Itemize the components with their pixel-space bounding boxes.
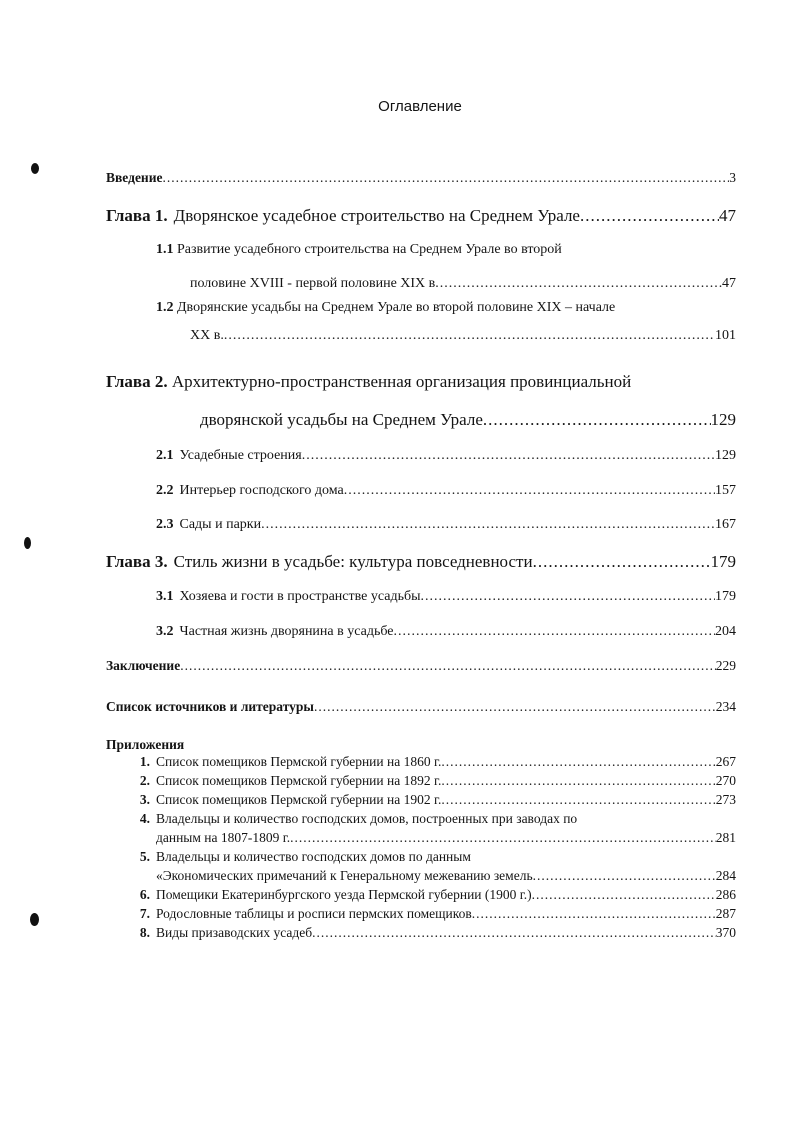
section-number: 3.1 (156, 589, 174, 604)
leader-dots (162, 170, 729, 186)
page-number: 284 (715, 868, 736, 883)
page-number: 286 (715, 887, 736, 902)
leader-dots (180, 658, 716, 674)
toc-entry-3-2[interactable] (156, 624, 736, 640)
entry-label: Заключение (106, 658, 181, 673)
toc-entry-2-2[interactable] (156, 483, 736, 499)
entry-label: Список источников и литературы (106, 699, 314, 714)
page-number: 287 (715, 906, 736, 921)
page-number: 101 (715, 328, 736, 343)
page-number: 47 (719, 206, 736, 225)
section-number: 1.1 (156, 242, 174, 257)
page-number: 157 (715, 483, 736, 498)
leader-dots (533, 868, 716, 884)
entry-label: XX в. (190, 328, 224, 343)
page-number: 270 (715, 773, 736, 788)
page-number: 229 (715, 658, 736, 673)
entry-label: Развитие усадебного строительства на Среднем Урале во второй (177, 242, 562, 257)
page-number: 129 (715, 448, 736, 463)
scan-blot-mark (24, 537, 31, 549)
page-number: 179 (715, 589, 736, 604)
page-title: Оглавление (378, 98, 462, 115)
page-number: 179 (710, 552, 736, 571)
leader-dots (261, 517, 715, 533)
page-number: 273 (715, 792, 736, 807)
toc-entry-1-2-line1[interactable] (156, 300, 615, 316)
scan-blot-mark (31, 163, 39, 174)
leader-dots (344, 483, 715, 499)
appendix-item-5-line1[interactable] (106, 849, 736, 865)
item-number: 5. (139, 849, 150, 864)
entry-label: Дворянские усадьбы на Среднем Урале во второй половине XIX – начале (177, 300, 616, 315)
item-number: 4. (139, 811, 150, 826)
leader-dots (441, 792, 715, 808)
appendix-item-7[interactable] (106, 906, 736, 922)
item-number: 8. (139, 925, 150, 940)
leader-dots (533, 552, 711, 572)
entry-label: Архитектурно-пространственная организация провинциальной (171, 372, 632, 391)
entry-label: Сады и парки (179, 517, 262, 532)
item-text: Родословные таблицы и росписи пермских помещиков (156, 906, 472, 921)
item-text: Помещики Екатеринбургского уезда Пермской губернии (1900 г.) (156, 887, 532, 902)
item-number: 3. (139, 792, 150, 807)
leader-dots (580, 206, 719, 226)
entry-label: половине XVIII - первой половине XIX в (190, 276, 436, 291)
page-number: 204 (715, 624, 736, 639)
appendix-item-8[interactable] (106, 925, 736, 941)
page-number: 370 (715, 925, 736, 940)
leader-dots (312, 925, 716, 941)
toc-entry-chapter-2[interactable] (200, 410, 736, 430)
chapter-number: Глава 1. (106, 206, 168, 225)
entry-label: Введение (106, 170, 163, 185)
item-number: 6. (139, 887, 150, 902)
leader-dots (314, 699, 716, 715)
item-number: 2. (139, 773, 150, 788)
scan-blot-mark (30, 913, 39, 926)
item-text: Владельцы и количество господских домов, построенных при заводах по (156, 811, 578, 826)
toc-entry-1-2[interactable] (190, 328, 736, 344)
item-number: 1. (139, 754, 150, 769)
item-text: Виды призаводских усадеб (156, 925, 313, 940)
page-number: 267 (715, 754, 736, 769)
leader-dots (435, 276, 722, 292)
chapter-number: Глава 3. (106, 552, 168, 571)
item-text: Владельцы и количество господских домов по данным (156, 849, 471, 864)
entry-label: Дворянское усадебное строительство на Среднем Урале (173, 206, 580, 225)
leader-dots (420, 589, 715, 605)
appendix-item-6[interactable] (106, 887, 736, 903)
item-text: «Экономических примечаний к Генеральному межеванию земель (156, 868, 533, 883)
section-number: 2.1 (156, 448, 174, 463)
leader-dots (302, 448, 715, 464)
entry-label: Частная жизнь дворянина в усадьбе (179, 624, 394, 639)
item-text: данным на 1807-1809 г. (156, 830, 291, 845)
section-number: 2.2 (156, 483, 174, 498)
leader-dots (483, 410, 711, 430)
appendix-item-5[interactable] (106, 868, 736, 884)
leader-dots (441, 773, 715, 789)
appendix-heading: Приложения (106, 737, 185, 752)
appendix-item-1[interactable] (106, 754, 736, 770)
page-number: 129 (710, 410, 736, 429)
toc-entry-conclusion[interactable] (106, 658, 736, 674)
page-number: 281 (715, 830, 736, 845)
entry-label: Стиль жизни в усадьбе: культура повседневности (173, 552, 533, 571)
page-number: 234 (715, 699, 736, 714)
toc-entry-sources[interactable] (106, 699, 736, 715)
page-number: 167 (715, 517, 736, 532)
toc-entry-intro[interactable] (106, 170, 736, 186)
toc-entry-chapter-3[interactable] (106, 552, 736, 572)
section-number: 2.3 (156, 517, 174, 532)
section-number: 1.2 (156, 300, 174, 315)
appendix-item-2[interactable] (106, 773, 736, 789)
toc-entry-chapter-2-line1[interactable] (106, 372, 631, 392)
toc-entry-chapter-1[interactable] (106, 206, 736, 226)
appendix-item-3[interactable] (106, 792, 736, 808)
leader-dots (472, 906, 716, 922)
toc-entry-2-3[interactable] (156, 517, 736, 533)
leader-dots (394, 624, 716, 640)
toc-entry-2-1[interactable] (156, 448, 736, 464)
leader-dots (532, 887, 716, 903)
toc-entry-3-1[interactable] (156, 589, 736, 605)
item-text: Список помещиков Пермской губернии на 1892 г. (156, 773, 442, 788)
toc-entry-1-1[interactable] (190, 276, 736, 292)
chapter-number: Глава 2. (106, 372, 168, 391)
appendix-item-4-line1[interactable] (106, 811, 736, 827)
item-text: Список помещиков Пермской губернии на 1860 г. (156, 754, 442, 769)
appendix-item-4[interactable] (106, 830, 736, 846)
entry-label: Усадебные строения (179, 448, 302, 463)
leader-dots (290, 830, 716, 846)
section-number: 3.2 (156, 624, 174, 639)
leader-dots (441, 754, 715, 770)
leader-dots (224, 328, 715, 344)
entry-label: дворянской усадьбы на Среднем Урале (200, 410, 483, 429)
page-number: 3 (729, 170, 736, 185)
entry-label: Интерьер господского дома (179, 483, 344, 498)
item-number: 7. (139, 906, 150, 921)
toc-entry-1-1-line1[interactable] (156, 242, 562, 258)
item-text: Список помещиков Пермской губернии на 1902 г. (156, 792, 442, 807)
page-number: 47 (722, 276, 736, 291)
entry-label: Хозяева и гости в пространстве усадьбы (179, 589, 421, 604)
